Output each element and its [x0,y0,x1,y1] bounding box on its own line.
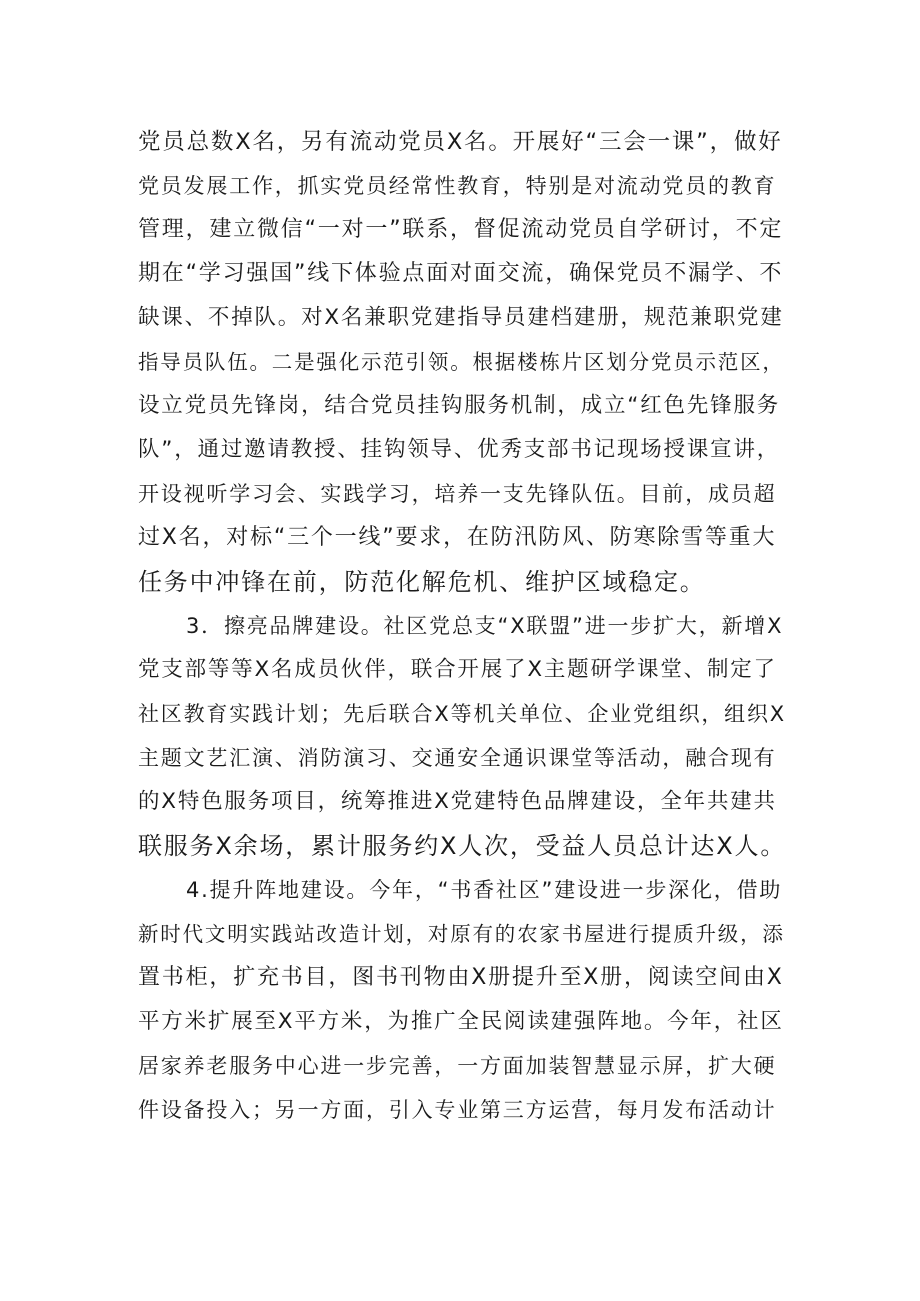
text-line: 任务中冲锋在前，防范化解危机、维护区域稳定。 [138,568,706,596]
text-line: 社区教育实践计划；先后联合X等机关单位、企业党组织，组织X [138,702,786,726]
text-line: 指导员队伍。二是强化示范引领。根据楼栋片区划分党员示范区， [138,350,785,374]
text-line: 管理，建立微信“一对一”联系，督促流动党员自学研讨，不定 [138,217,784,242]
text-line: 队”，通过邀请教授、挂钩领导、优秀支部书记现场授课宣讲， [138,437,781,462]
text-line: 件设备投入；另一方面，引入专业第三方运营，每月发布活动计 [138,1098,777,1122]
text-line: 联服务X余场，累计服务约X人次，受益人员总计达X人。 [138,832,787,860]
text-line: 新时代文明实践站改造计划，对原有的农家书屋进行提质升级，添 [138,922,785,946]
text-line: 置书柜，扩充书目，图书刊物由X册提升至X册，阅读空间由X [138,965,784,990]
text-line: 主题文艺汇演、消防演习、交通安全通识课堂等活动，融合现有 [138,746,777,770]
text-line: 期在“学习强国”线下体验点面对面交流，确保党员不漏学、不 [138,261,784,286]
paragraph-4-first-line: 4.提升阵地建设。今年，“书香社区”建设进一步深化，借助 [186,878,783,902]
text-line: 设立党员先锋岗，结合党员挂钩服务机制，成立“红色先锋服务 [138,393,781,418]
text-line: 党支部等等X名成员伙伴，联合开展了X主题研学课堂、制定了 [138,657,777,682]
text-line: 居家养老服务中心进一步完善，一方面加装智慧显示屏，扩大硬 [138,1054,777,1078]
text-line: 的X特色服务项目，统筹推进X党建特色品牌建设，全年共建共 [138,789,777,814]
text-line: 过X名，对标“三个一线”要求，在防汛防风、防寒除雪等重大 [138,525,777,550]
paragraph-3-first-line: 3．擦亮品牌建设。社区党总支“X联盟”进一步扩大，新增X [186,614,784,638]
text-line: 党员总数X名，另有流动党员X名。开展好“三会一课”，做好 [138,129,783,155]
text-line: 缺课、不掉队。对X名兼职党建指导员建档建册，规范兼职党建 [138,305,784,330]
text-line: 党员发展工作，抓实党员经常性教育，特别是对流动党员的教育 [138,174,777,198]
text-line: 开设视听学习会、实践学习，培养一支先锋队伍。目前，成员超 [138,482,777,506]
text-line: 平方米扩展至X平方米，为推广全民阅读建强阵地。今年，社区 [138,1009,784,1034]
